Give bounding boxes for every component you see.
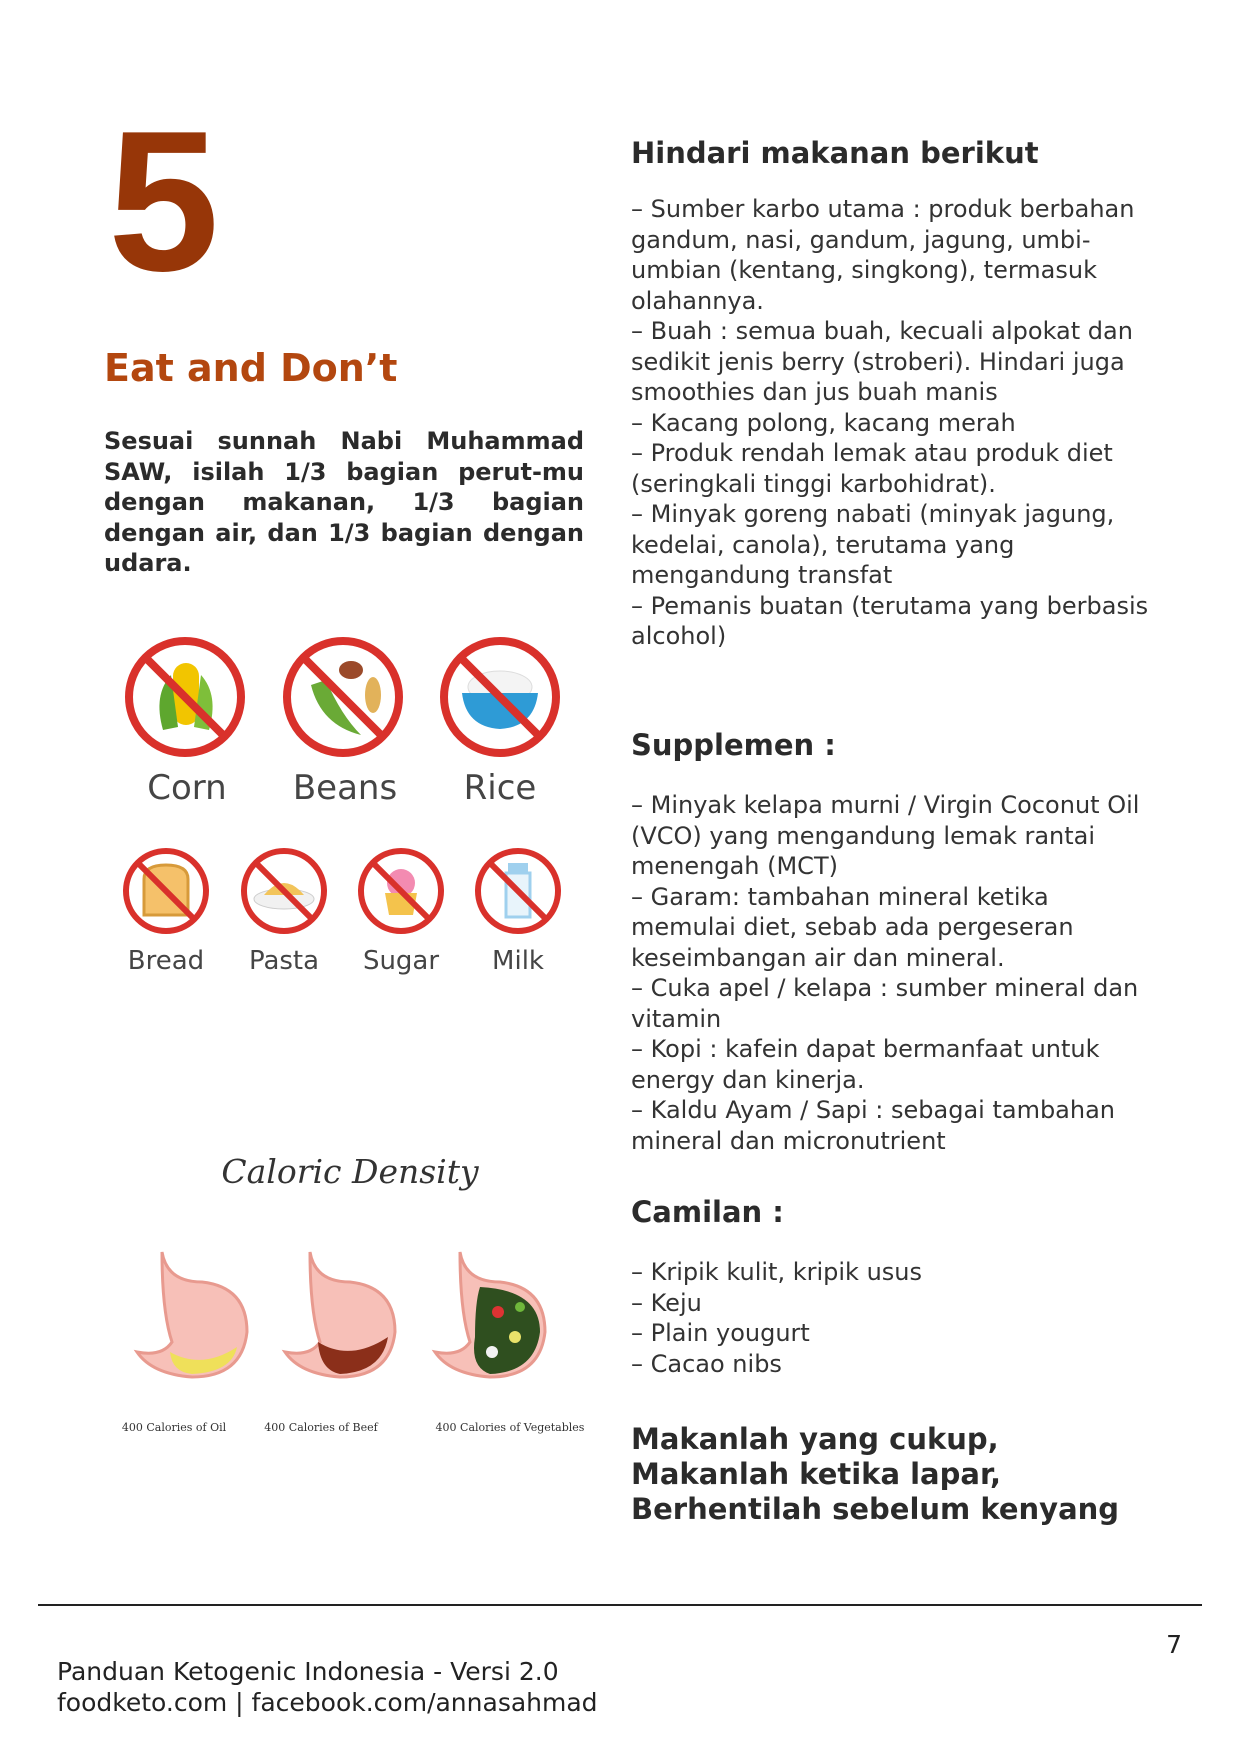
- beans-icon: [281, 635, 405, 759]
- footer-divider: [38, 1604, 1202, 1606]
- snack-section: [631, 1195, 1151, 1379]
- avoid-section: [631, 136, 1151, 652]
- avoid-list: [631, 194, 1151, 652]
- milk-icon: [472, 845, 564, 937]
- footer-links: foodketo.com | facebook.com/annasahmad: [57, 1688, 598, 1717]
- snack-item: – Cacao nibs: [631, 1349, 782, 1378]
- avoid-heading: Hindari makanan berikut: [631, 136, 1039, 170]
- footer: [57, 1656, 598, 1718]
- corn-icon: [123, 635, 247, 759]
- food-label-pasta: Pasta: [248, 946, 320, 976]
- food-label-beans: Beans: [292, 768, 398, 808]
- snack-item: – Plain yougurt: [631, 1319, 810, 1347]
- food-label-bread: Bread: [127, 946, 205, 976]
- bread-icon: [120, 845, 212, 937]
- sugar-icon: [355, 845, 447, 937]
- supplement-item: – Kopi : kafein dapat bermanfaat untuk energy dan kinerja.: [631, 1035, 1100, 1094]
- closing-line: Makanlah ketika lapar,: [631, 1457, 1002, 1491]
- avoid-item: – Minyak goreng nabati (minyak jagung, kedelai, canola), terutama yang mengandung transfat: [631, 500, 1115, 589]
- footer-title: Panduan Ketogenic Indonesia - Versi 2.0: [57, 1657, 559, 1686]
- food-label-sugar: Sugar: [362, 946, 440, 976]
- avoid-item: – Produk rendah lemak atau produk diet (seringkali tinggi karbohidrat).: [631, 439, 1113, 498]
- food-label-rice: Rice: [463, 768, 537, 808]
- stomach-oil-icon: [122, 1242, 272, 1392]
- food-label-corn: Corn: [147, 768, 227, 808]
- closing-statement: [631, 1422, 1151, 1527]
- supplement-item: – Kaldu Ayam / Sapi : sebagai tambahan mineral dan micronutrient: [631, 1096, 1116, 1155]
- supplement-heading: Supplemen :: [631, 728, 836, 762]
- supplement-item: – Garam: tambahan mineral ketika memulai diet, sebab ada pergeseran keseimbangan air dan mineral.: [631, 882, 1074, 972]
- supplement-item: – Cuka apel / kelapa : sumber mineral dan vitamin: [631, 974, 1139, 1033]
- snack-list: [631, 1257, 1151, 1379]
- avoid-item: – Sumber karbo utama : produk berbahan gandum, nasi, gandum, jagung, umbi-umbian (kentang, singkong), termasuk olahannya.: [631, 195, 1135, 315]
- caption-vegetables: 400 Calories of Vegetables: [435, 1421, 585, 1434]
- supplement-item: – Minyak kelapa murni / Virgin Coconut Oil (VCO) yang mengandung lemak rantai menengah (MCT): [631, 791, 1140, 880]
- snack-heading: Camilan :: [631, 1195, 784, 1229]
- snack-item: – Kripik kulit, kripik usus: [631, 1258, 922, 1286]
- intro-paragraph: Sesuai sunnah Nabi Muhammad SAW, isilah 1/3 bagian perut-mu dengan makanan, 1/3 bagian dengan air, dan 1/3 bagian dengan udara.: [104, 427, 584, 577]
- caption-oil: 400 Calories of Oil: [121, 1421, 227, 1434]
- snack-item: – Keju: [631, 1288, 702, 1317]
- caption-beef: 400 Calories of Beef: [264, 1421, 378, 1434]
- closing-line: Berhentilah sebelum kenyang: [631, 1492, 1120, 1526]
- closing-line: Makanlah yang cukup,: [631, 1422, 999, 1456]
- chapter-number: 5: [108, 90, 216, 313]
- prohibited-foods-grid: [0, 0, 700, 1000]
- avoid-item: – Buah : semua buah, kecuali alpokat dan sedikit jenis berry (stroberi). Hindari juga smoothies dan jus buah manis: [631, 317, 1133, 406]
- section-title: Eat and Don’t: [104, 346, 398, 390]
- food-label-milk: Milk: [492, 946, 544, 976]
- avoid-item: – Kacang polong, kacang merah: [631, 408, 1016, 437]
- rice-icon: [438, 635, 562, 759]
- caloric-density-title: Caloric Density: [221, 1152, 479, 1191]
- stomach-beef-icon: [270, 1242, 420, 1392]
- stomach-vegetables-icon: [420, 1242, 570, 1392]
- supplement-list: [631, 790, 1151, 1156]
- pasta-icon: [238, 845, 330, 937]
- page-number: 7: [1166, 1630, 1182, 1659]
- avoid-item: – Pemanis buatan (terutama yang berbasis alcohol): [631, 591, 1149, 650]
- supplement-section: [631, 728, 1151, 1156]
